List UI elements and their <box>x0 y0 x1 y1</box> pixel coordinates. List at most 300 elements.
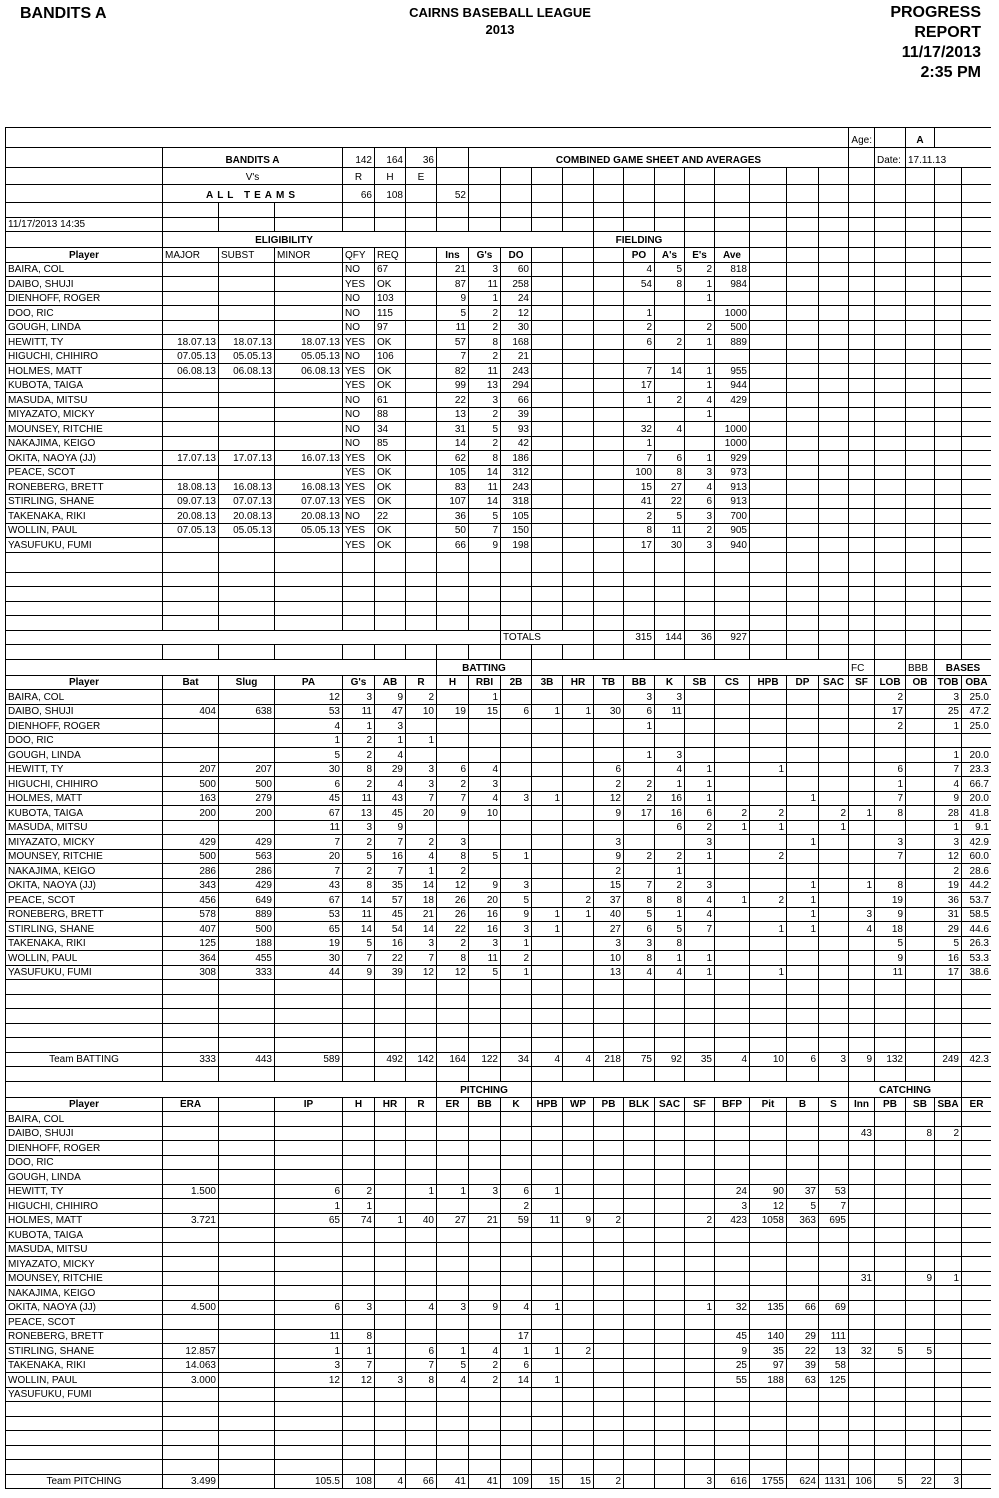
batting-cell: DIENHOFF, ROGER <box>6 719 163 734</box>
batting-cell: 4 <box>685 893 715 908</box>
batting-cell: DOO, RIC <box>6 733 163 748</box>
batting-cell <box>787 936 819 951</box>
pitching-cell <box>437 1112 469 1127</box>
batting-cell: 30 <box>275 762 343 777</box>
pitching-cell: RONEBERG, BRETT <box>6 1329 163 1344</box>
sheet-cell <box>906 1023 935 1038</box>
eligibility-cell: 22 <box>437 393 469 408</box>
pitching-cell <box>906 1170 935 1185</box>
batting-cell <box>906 690 935 705</box>
pitching-cell: 2 <box>594 1213 624 1228</box>
sheet-cell <box>563 320 594 335</box>
pitching-cell <box>219 1271 275 1286</box>
pitching-header: SBA <box>935 1097 962 1112</box>
batting-cell <box>962 733 992 748</box>
sheet-cell <box>469 1023 501 1038</box>
sheet-cell <box>563 393 594 408</box>
sheet-cell <box>406 1067 437 1082</box>
batting-cell <box>750 878 787 893</box>
pitching-cell <box>849 1286 875 1301</box>
sheet-cell <box>437 645 469 660</box>
sheet-cell <box>532 494 563 509</box>
sheet-cell <box>406 1038 437 1053</box>
sheet-cell <box>219 217 275 232</box>
sheet-cell <box>6 1416 163 1431</box>
sheet-cell <box>594 335 624 350</box>
sheet-cell <box>655 552 685 572</box>
sheet-cell <box>875 509 906 524</box>
batting-cell: 42.9 <box>962 835 992 850</box>
pitching-cell <box>219 1373 275 1388</box>
sheet-cell <box>935 1009 962 1024</box>
batting-cell <box>437 733 469 748</box>
pitching-header: BB <box>469 1097 501 1112</box>
sheet-cell <box>563 217 594 232</box>
pitching-cell <box>624 1141 655 1156</box>
sheet-cell <box>532 1081 849 1097</box>
pitching-cell <box>935 1199 962 1214</box>
batting-cell: 9 <box>375 690 406 705</box>
sheet-cell <box>875 1460 906 1475</box>
sheet-cell <box>563 538 594 553</box>
eligibility-cell: OK <box>375 523 406 538</box>
pitching-cell <box>655 1329 685 1344</box>
sheet-cell <box>343 645 375 660</box>
sheet-cell <box>594 616 624 631</box>
batting-header: TOB <box>935 675 962 690</box>
sheet-cell <box>819 630 849 645</box>
sheet-cell <box>849 168 875 185</box>
batting-cell: 7 <box>375 864 406 879</box>
eligibility-cell <box>275 436 343 451</box>
eligibility-cell: 11 <box>437 320 469 335</box>
sheet-cell <box>469 1416 501 1431</box>
pitching-cell: DOO, RIC <box>6 1155 163 1170</box>
sheet-cell <box>787 349 819 364</box>
sheet-cell <box>406 203 437 218</box>
sheet-cell <box>819 185 849 203</box>
batting-cell: 17 <box>875 704 906 719</box>
pitching-cell: 1 <box>532 1184 563 1199</box>
sheet-cell <box>819 587 849 602</box>
pitching-cell: 5 <box>437 1358 469 1373</box>
pitching-cell <box>594 1257 624 1272</box>
sheet-cell <box>962 407 992 422</box>
eligibility-cell: 66 <box>437 538 469 553</box>
sheet-cell <box>624 601 655 616</box>
batting-cell <box>563 777 594 792</box>
sheet-cell <box>906 630 935 645</box>
pitching-cell <box>219 1199 275 1214</box>
pitching-cell <box>343 1271 375 1286</box>
sheet-cell <box>787 407 819 422</box>
pitching-cell <box>563 1257 594 1272</box>
blank-row <box>6 1023 992 1038</box>
sheet-cell <box>375 1460 406 1475</box>
pitching-cell: 11 <box>532 1213 563 1228</box>
batting-cell: 8 <box>655 893 685 908</box>
pitching-cell <box>787 1141 819 1156</box>
pitching-cell <box>594 1141 624 1156</box>
eligibility-cell: 913 <box>715 494 750 509</box>
team-pitching-cell: 15 <box>532 1474 563 1489</box>
sheet-cell <box>406 1009 437 1024</box>
batting-cell: 60.0 <box>962 849 992 864</box>
batting-cell <box>819 791 849 806</box>
eligibility-cell: 115 <box>375 306 406 321</box>
eligibility-row <box>6 349 992 364</box>
eligibility-cell <box>163 320 219 335</box>
sheet-date: 17.11.13 <box>906 148 992 168</box>
eligibility-cell: 12 <box>501 306 532 321</box>
batting-cell: 5 <box>275 748 343 763</box>
sheet-cell <box>594 1038 624 1053</box>
eligibility-cell <box>163 422 219 437</box>
pitching-cell <box>875 1199 906 1214</box>
batting-cell <box>219 690 275 705</box>
batting-cell <box>406 820 437 835</box>
sheet-cell <box>935 128 992 148</box>
opponent-row <box>6 185 992 203</box>
pitching-cell <box>962 1329 992 1344</box>
sheet-cell <box>715 994 750 1009</box>
batting-row <box>6 893 992 908</box>
sheet-cell <box>219 616 275 631</box>
team-pitching-cell: 15 <box>563 1474 594 1489</box>
batting-cell <box>624 864 655 879</box>
pitching-cell <box>935 1373 962 1388</box>
sheet-cell <box>406 320 437 335</box>
sheet-cell <box>532 645 563 660</box>
blank-row <box>6 572 992 587</box>
batting-cell: 500 <box>219 777 275 792</box>
sheet-cell <box>563 1038 594 1053</box>
pitching-cell: 1 <box>532 1373 563 1388</box>
batting-row <box>6 965 992 980</box>
eligibility-cell: 82 <box>437 364 469 379</box>
sheet-cell <box>875 538 906 553</box>
sheet-cell <box>624 587 655 602</box>
batting-cell <box>787 820 819 835</box>
sheet-cell <box>875 616 906 631</box>
sheet-cell <box>219 587 275 602</box>
eligibility-cell: 14 <box>469 494 501 509</box>
batting-cell: 6 <box>624 704 655 719</box>
sheet-cell <box>906 494 935 509</box>
batting-cell <box>935 733 962 748</box>
batting-header: AB <box>375 675 406 690</box>
eligibility-cell <box>275 422 343 437</box>
eligibility-cell: NO <box>343 407 375 422</box>
eligibility-cell: 22 <box>375 509 406 524</box>
eligibility-cell: 6 <box>624 335 655 350</box>
sheet-cell <box>532 509 563 524</box>
sheet-cell <box>275 1445 343 1460</box>
sheet-cell <box>849 1460 875 1475</box>
sheet-cell <box>787 291 819 306</box>
batting-cell: 1 <box>685 951 715 966</box>
sheet-cell <box>219 203 275 218</box>
sheet-cell <box>849 538 875 553</box>
sheet-cell <box>532 1402 563 1417</box>
pitching-cell <box>275 1141 343 1156</box>
sheet-cell <box>532 980 563 995</box>
pitching-cell <box>375 1141 406 1156</box>
pitching-cell: 1 <box>685 1300 715 1315</box>
sheet-cell <box>962 1067 992 1082</box>
pitching-cell <box>624 1184 655 1199</box>
batting-cell: 2 <box>624 791 655 806</box>
sheet-cell <box>219 552 275 572</box>
sheet-cell <box>594 393 624 408</box>
pitching-cell: 45 <box>715 1329 750 1344</box>
batting-cell: 1 <box>787 791 819 806</box>
league-header <box>330 4 670 38</box>
team-pitching-cell: 109 <box>501 1474 532 1489</box>
pitching-header: IP <box>275 1097 343 1112</box>
batting-cell: 8 <box>343 762 375 777</box>
batting-cell: 23.3 <box>962 762 992 777</box>
pitching-cell <box>594 1155 624 1170</box>
eligibility-cell: 36 <box>437 509 469 524</box>
sheet-cell <box>375 980 406 995</box>
batting-cell: 9 <box>875 951 906 966</box>
total-a: 144 <box>655 630 685 645</box>
batting-cell <box>906 806 935 821</box>
pitching-cell: 90 <box>750 1184 787 1199</box>
batting-cell <box>715 965 750 980</box>
sheet-cell <box>563 552 594 572</box>
eligibility-cell: 107 <box>437 494 469 509</box>
batting-cell <box>750 733 787 748</box>
batting-header-row <box>6 675 992 690</box>
batting-cell <box>532 690 563 705</box>
pitching-cell <box>875 1141 906 1156</box>
pitching-cell <box>532 1126 563 1141</box>
batting-cell <box>563 849 594 864</box>
eligibility-cell: 2 <box>469 349 501 364</box>
pitching-cell <box>375 1329 406 1344</box>
pitching-cell <box>906 1387 935 1402</box>
sheet-cell <box>819 601 849 616</box>
pitching-cell <box>624 1358 655 1373</box>
sheet-cell <box>406 291 437 306</box>
sheet-cell <box>685 217 715 232</box>
eligibility-cell: 31 <box>437 422 469 437</box>
batting-cell: 22 <box>375 951 406 966</box>
sheet-cell <box>594 1023 624 1038</box>
sheet-cell <box>906 480 935 495</box>
sheet-cell <box>6 587 163 602</box>
batting-cell <box>469 864 501 879</box>
pitching-cell: 32 <box>849 1344 875 1359</box>
batting-cell <box>715 878 750 893</box>
pitching-cell: 1 <box>343 1344 375 1359</box>
pitching-cell <box>375 1170 406 1185</box>
sheet-cell <box>594 494 624 509</box>
sheet-cell <box>275 552 343 572</box>
sheet-cell <box>935 1460 962 1475</box>
sheet-cell <box>655 1416 685 1431</box>
batting-cell <box>563 835 594 850</box>
batting-cell: 1 <box>624 748 655 763</box>
sheet-cell <box>875 277 906 292</box>
eligibility-cell <box>163 465 219 480</box>
sheet-cell <box>501 1402 532 1417</box>
eligibility-cell: PEACE, SCOT <box>6 465 163 480</box>
pitching-cell <box>685 1344 715 1359</box>
sheet-cell <box>962 572 992 587</box>
sheet-cell <box>935 232 962 248</box>
sheet-cell <box>163 1460 219 1475</box>
pitching-cell: 2 <box>685 1213 715 1228</box>
sheet-cell <box>469 1009 501 1024</box>
pitching-cell: 13 <box>819 1344 849 1359</box>
sheet-cell <box>787 306 819 321</box>
batting-row <box>6 820 992 835</box>
batting-cell <box>906 965 935 980</box>
pitching-cell: 6 <box>275 1300 343 1315</box>
eligibility-cell: NO <box>343 306 375 321</box>
batting-cell: 4 <box>849 922 875 937</box>
sheet-cell <box>163 587 219 602</box>
pitching-cell <box>501 1126 532 1141</box>
eligibility-cell: 20.08.13 <box>163 509 219 524</box>
batting-cell: 9 <box>935 791 962 806</box>
sheet-cell <box>219 1416 275 1431</box>
sheet-cell <box>375 994 406 1009</box>
batting-cell: MIYAZATO, MICKY <box>6 835 163 850</box>
sheet-cell <box>750 1402 787 1417</box>
eligibility-cell: 14 <box>469 465 501 480</box>
pitching-cell <box>375 1184 406 1199</box>
batting-cell <box>715 849 750 864</box>
sheet-cell <box>875 1067 906 1082</box>
pitching-cell <box>406 1126 437 1141</box>
sheet-cell <box>750 1023 787 1038</box>
eligibility-row <box>6 277 992 292</box>
pitching-cell <box>406 1155 437 1170</box>
batting-cell <box>787 690 819 705</box>
pitching-cell <box>655 1257 685 1272</box>
eligibility-cell: 13 <box>469 378 501 393</box>
pitching-cell <box>219 1329 275 1344</box>
batting-cell <box>624 835 655 850</box>
batting-cell <box>594 820 624 835</box>
sheet-cell <box>935 277 962 292</box>
batting-cell: 1 <box>375 733 406 748</box>
batting-cell: 38.6 <box>962 965 992 980</box>
pitching-cell: 1 <box>406 1184 437 1199</box>
pitching-cell <box>594 1242 624 1257</box>
pitching-cell <box>906 1315 935 1330</box>
sheet-cell <box>906 1067 935 1082</box>
sheet-cell <box>715 1067 750 1082</box>
batting-cell: 18 <box>875 922 906 937</box>
batting-cell: 1 <box>624 719 655 734</box>
pitching-row <box>6 1344 992 1359</box>
sheet-cell <box>875 645 906 660</box>
pitching-cell <box>875 1112 906 1127</box>
team-batting-cell: 75 <box>624 1052 655 1067</box>
sheet-cell <box>875 436 906 451</box>
team-row <box>6 148 992 168</box>
batting-cell: 1 <box>750 762 787 777</box>
pitching-cell: 2 <box>563 1344 594 1359</box>
pitching-cell <box>875 1228 906 1243</box>
sheet-cell <box>275 1431 343 1446</box>
eligibility-cell: 1 <box>685 378 715 393</box>
sheet-cell <box>594 1416 624 1431</box>
batting-cell <box>750 864 787 879</box>
pitching-cell <box>343 1257 375 1272</box>
eligibility-cell <box>275 320 343 335</box>
batting-cell: 11 <box>343 907 375 922</box>
team-batting-cell: 333 <box>163 1052 219 1067</box>
pitching-cell <box>375 1228 406 1243</box>
batting-cell: 3 <box>685 835 715 850</box>
eligibility-cell <box>275 393 343 408</box>
pitching-cell <box>594 1271 624 1286</box>
sheet-cell <box>906 393 935 408</box>
eligibility-cell: 1 <box>685 364 715 379</box>
eligibility-cell <box>685 349 715 364</box>
sheet-cell <box>343 552 375 572</box>
batting-cell: 7 <box>624 878 655 893</box>
eligibility-cell: STIRLING, SHANE <box>6 494 163 509</box>
sheet-cell <box>935 168 962 185</box>
eligibility-cell: 5 <box>655 509 685 524</box>
sheet-cell <box>594 587 624 602</box>
eligibility-row <box>6 494 992 509</box>
pitching-cell <box>849 1213 875 1228</box>
catching-title: CATCHING <box>849 1081 962 1097</box>
pitching-header: BFP <box>715 1097 750 1112</box>
batting-cell: 4 <box>469 762 501 777</box>
sheet-cell <box>935 422 962 437</box>
batting-cell: 39 <box>375 965 406 980</box>
eligibility-cell: 5 <box>469 509 501 524</box>
pitching-cell <box>594 1112 624 1127</box>
batting-cell: 19 <box>275 936 343 951</box>
pitching-cell: 97 <box>750 1358 787 1373</box>
sheet-timestamp: 11/17/2013 14:35 <box>6 217 163 232</box>
sheet-cell <box>962 1402 992 1417</box>
batting-cell: WOLLIN, PAUL <box>6 951 163 966</box>
sheet-cell <box>875 494 906 509</box>
batting-cell: 16 <box>655 791 685 806</box>
pitching-cell <box>469 1155 501 1170</box>
sheet-cell <box>962 1023 992 1038</box>
sheet-cell <box>906 1460 935 1475</box>
batting-cell: 456 <box>163 893 219 908</box>
sheet-cell <box>906 572 935 587</box>
sheet-cell <box>935 616 962 631</box>
eligibility-cell: 2 <box>624 320 655 335</box>
pitching-cell <box>275 1170 343 1185</box>
batting-header: SAC <box>819 675 849 690</box>
team-batting-cell: 42.3 <box>962 1052 992 1067</box>
batting-cell: 1 <box>563 704 594 719</box>
eligibility-cell: 258 <box>501 277 532 292</box>
pitching-cell <box>875 1126 906 1141</box>
sheet-cell <box>819 994 849 1009</box>
sheet-cell <box>437 1431 469 1446</box>
batting-cell: 429 <box>163 835 219 850</box>
sheet-cell <box>501 1023 532 1038</box>
team-batting-cell: 122 <box>469 1052 501 1067</box>
batting-cell <box>563 690 594 705</box>
